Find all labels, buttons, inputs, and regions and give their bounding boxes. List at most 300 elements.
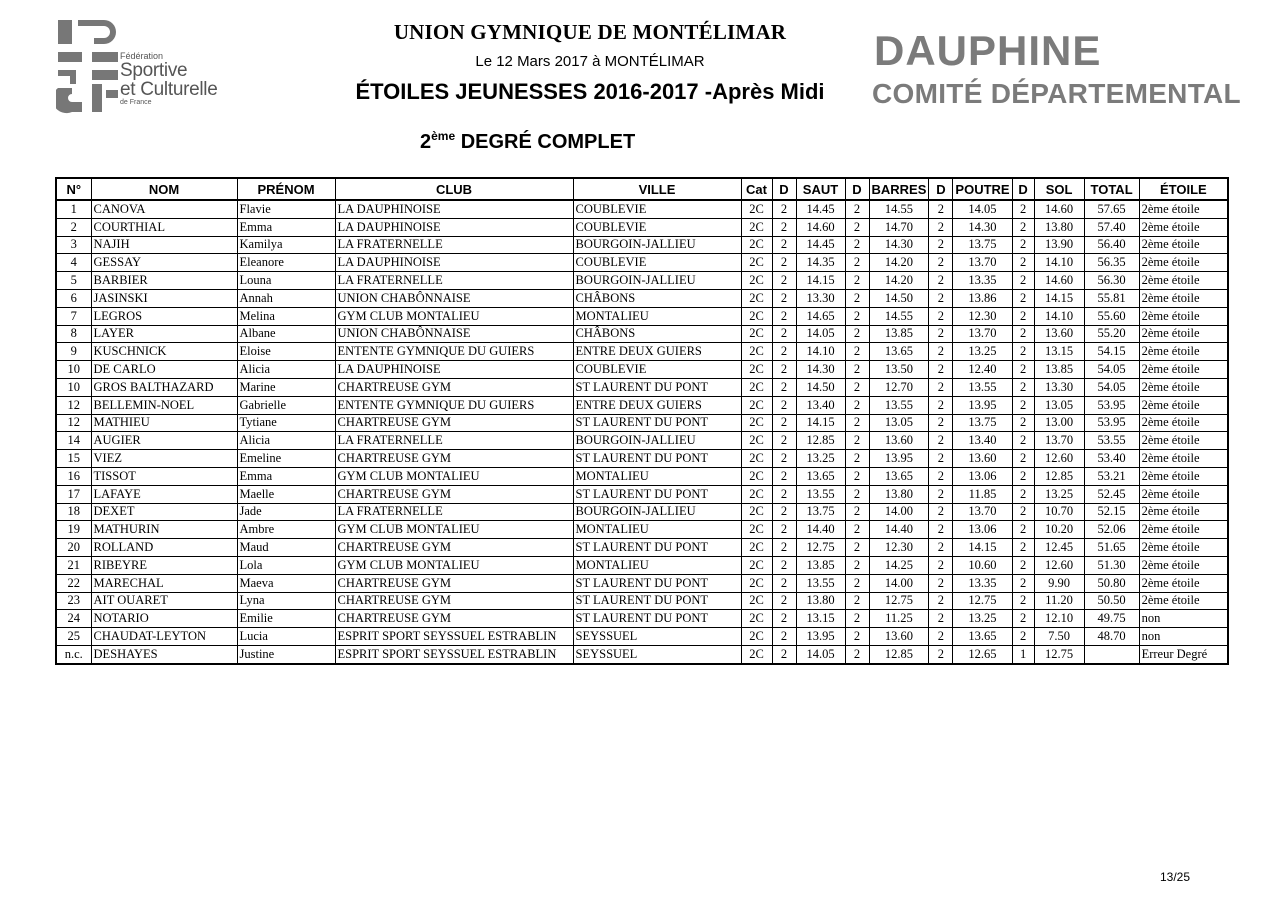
cell-saut: 14.15 bbox=[796, 414, 845, 432]
cell-poutre: 13.70 bbox=[953, 254, 1012, 272]
cell-cat: 2C bbox=[741, 592, 772, 610]
cell-cat: 2C bbox=[741, 325, 772, 343]
cell-nom: TISSOT bbox=[91, 467, 237, 485]
cell-club: CHARTREUSE GYM bbox=[335, 450, 573, 468]
header-col-d-poutre: D bbox=[929, 178, 953, 200]
cell-prenom: Lola bbox=[237, 556, 335, 574]
cell-prenom: Emma bbox=[237, 467, 335, 485]
cell-etoile: 2ème étoile bbox=[1139, 414, 1228, 432]
cell-d-sol: 2 bbox=[1012, 200, 1034, 218]
cell-d-poutre: 2 bbox=[929, 610, 953, 628]
cell-prenom: Albane bbox=[237, 325, 335, 343]
cell-barres: 12.75 bbox=[869, 592, 929, 610]
cell-barres: 12.30 bbox=[869, 539, 929, 557]
cell-poutre: 13.25 bbox=[953, 343, 1012, 361]
cell-rank: 21 bbox=[56, 556, 91, 574]
cell-cat: 2C bbox=[741, 556, 772, 574]
cell-etoile: 2ème étoile bbox=[1139, 556, 1228, 574]
cell-saut: 14.10 bbox=[796, 343, 845, 361]
cell-rank: 18 bbox=[56, 503, 91, 521]
cell-nom: DEXET bbox=[91, 503, 237, 521]
cell-total: 49.75 bbox=[1084, 610, 1139, 628]
cell-nom: ROLLAND bbox=[91, 539, 237, 557]
cell-sol: 13.30 bbox=[1034, 378, 1084, 396]
cell-nom: MATHIEU bbox=[91, 414, 237, 432]
cell-d-sol: 2 bbox=[1012, 432, 1034, 450]
header-col-cat: Cat bbox=[741, 178, 772, 200]
cell-cat: 2C bbox=[741, 503, 772, 521]
cell-club: CHARTREUSE GYM bbox=[335, 592, 573, 610]
cell-d-barres: 2 bbox=[845, 467, 869, 485]
cell-ville: BOURGOIN-JALLIEU bbox=[573, 236, 741, 254]
cell-total: 53.40 bbox=[1084, 450, 1139, 468]
cell-club: CHARTREUSE GYM bbox=[335, 539, 573, 557]
cell-club: LA DAUPHINOISE bbox=[335, 254, 573, 272]
cell-d-poutre: 2 bbox=[929, 289, 953, 307]
cell-total: 48.70 bbox=[1084, 628, 1139, 646]
header-col-saut: SAUT bbox=[796, 178, 845, 200]
cell-prenom: Lucia bbox=[237, 628, 335, 646]
cell-d-poutre: 2 bbox=[929, 628, 953, 646]
cell-poutre: 14.05 bbox=[953, 200, 1012, 218]
table-row bbox=[56, 645, 1228, 663]
cell-d-saut: 2 bbox=[772, 414, 796, 432]
cell-club: ESPRIT SPORT SEYSSUEL ESTRABLIN bbox=[335, 645, 573, 663]
cell-cat: 2C bbox=[741, 378, 772, 396]
table-row bbox=[56, 503, 1228, 521]
cell-total: 55.60 bbox=[1084, 307, 1139, 325]
cell-nom: CANOVA bbox=[91, 200, 237, 218]
cell-ville: MONTALIEU bbox=[573, 521, 741, 539]
cell-d-poutre: 2 bbox=[929, 592, 953, 610]
cell-prenom: Annah bbox=[237, 289, 335, 307]
cell-cat: 2C bbox=[741, 645, 772, 663]
cell-d-barres: 2 bbox=[845, 628, 869, 646]
cell-d-sol: 2 bbox=[1012, 378, 1034, 396]
cell-sol: 12.60 bbox=[1034, 450, 1084, 468]
cell-total: 54.05 bbox=[1084, 378, 1139, 396]
cell-cat: 2C bbox=[741, 272, 772, 290]
cell-etoile: 2ème étoile bbox=[1139, 325, 1228, 343]
cell-sol: 12.60 bbox=[1034, 556, 1084, 574]
cell-d-barres: 2 bbox=[845, 414, 869, 432]
cell-d-barres: 2 bbox=[845, 343, 869, 361]
table-row bbox=[56, 467, 1228, 485]
cell-d-saut: 2 bbox=[772, 200, 796, 218]
cell-d-sol: 2 bbox=[1012, 361, 1034, 379]
cell-d-saut: 2 bbox=[772, 556, 796, 574]
table-row bbox=[56, 539, 1228, 557]
cell-cat: 2C bbox=[741, 218, 772, 236]
cell-poutre: 13.70 bbox=[953, 503, 1012, 521]
cell-poutre: 12.75 bbox=[953, 592, 1012, 610]
cell-sol: 10.20 bbox=[1034, 521, 1084, 539]
cell-cat: 2C bbox=[741, 236, 772, 254]
cell-barres: 14.25 bbox=[869, 556, 929, 574]
cell-d-poutre: 2 bbox=[929, 236, 953, 254]
cell-saut: 14.45 bbox=[796, 236, 845, 254]
table-row bbox=[56, 236, 1228, 254]
cell-ville: COUBLEVIE bbox=[573, 361, 741, 379]
table-row bbox=[56, 272, 1228, 290]
cell-d-saut: 2 bbox=[772, 289, 796, 307]
cell-d-saut: 2 bbox=[772, 467, 796, 485]
cell-prenom: Flavie bbox=[237, 200, 335, 218]
header-col-d-saut: D bbox=[772, 178, 796, 200]
cell-d-sol: 2 bbox=[1012, 414, 1034, 432]
cell-saut: 14.30 bbox=[796, 361, 845, 379]
cell-barres: 12.70 bbox=[869, 378, 929, 396]
cell-sol: 14.15 bbox=[1034, 289, 1084, 307]
cell-sol: 13.15 bbox=[1034, 343, 1084, 361]
cell-total: 54.15 bbox=[1084, 343, 1139, 361]
cell-etoile: non bbox=[1139, 628, 1228, 646]
cell-d-barres: 2 bbox=[845, 539, 869, 557]
cell-total: 52.15 bbox=[1084, 503, 1139, 521]
cell-d-barres: 2 bbox=[845, 289, 869, 307]
cell-d-saut: 2 bbox=[772, 485, 796, 503]
cell-club: CHARTREUSE GYM bbox=[335, 414, 573, 432]
cell-saut: 13.75 bbox=[796, 503, 845, 521]
cell-barres: 13.55 bbox=[869, 396, 929, 414]
cell-d-sol: 2 bbox=[1012, 592, 1034, 610]
cell-d-poutre: 2 bbox=[929, 414, 953, 432]
cell-prenom: Ambre bbox=[237, 521, 335, 539]
cell-barres: 14.00 bbox=[869, 503, 929, 521]
table-row bbox=[56, 450, 1228, 468]
table-row bbox=[56, 307, 1228, 325]
cell-cat: 2C bbox=[741, 396, 772, 414]
table-row bbox=[56, 592, 1228, 610]
cell-d-barres: 2 bbox=[845, 200, 869, 218]
table-row bbox=[56, 521, 1228, 539]
cell-nom: VIEZ bbox=[91, 450, 237, 468]
cell-etoile: 2ème étoile bbox=[1139, 396, 1228, 414]
cell-poutre: 14.15 bbox=[953, 539, 1012, 557]
cell-poutre: 13.06 bbox=[953, 521, 1012, 539]
cell-cat: 2C bbox=[741, 343, 772, 361]
cell-sol: 14.60 bbox=[1034, 272, 1084, 290]
fscf-emblem-icon bbox=[56, 18, 120, 114]
cell-d-poutre: 2 bbox=[929, 539, 953, 557]
cell-club: LA FRATERNELLE bbox=[335, 432, 573, 450]
logo-line-federation: Fédération bbox=[120, 51, 164, 61]
cell-saut: 14.35 bbox=[796, 254, 845, 272]
cell-rank: 2 bbox=[56, 218, 91, 236]
cell-club: GYM CLUB MONTALIEU bbox=[335, 307, 573, 325]
cell-saut: 14.60 bbox=[796, 218, 845, 236]
cell-ville: ENTRE DEUX GUIERS bbox=[573, 396, 741, 414]
header-col-barres: BARRES bbox=[869, 178, 929, 200]
cell-sol: 13.00 bbox=[1034, 414, 1084, 432]
cell-rank: 5 bbox=[56, 272, 91, 290]
cell-sol: 14.60 bbox=[1034, 200, 1084, 218]
cell-d-sol: 2 bbox=[1012, 218, 1034, 236]
cell-prenom: Maud bbox=[237, 539, 335, 557]
cell-saut: 14.65 bbox=[796, 307, 845, 325]
cell-d-barres: 2 bbox=[845, 574, 869, 592]
cell-barres: 14.70 bbox=[869, 218, 929, 236]
header-col-club: CLUB bbox=[335, 178, 573, 200]
cell-rank: 6 bbox=[56, 289, 91, 307]
cell-ville: ST LAURENT DU PONT bbox=[573, 378, 741, 396]
cell-barres: 14.55 bbox=[869, 307, 929, 325]
cell-total: 51.65 bbox=[1084, 539, 1139, 557]
cell-nom: AIT OUARET bbox=[91, 592, 237, 610]
cell-total: 53.55 bbox=[1084, 432, 1139, 450]
cell-saut: 13.25 bbox=[796, 450, 845, 468]
cell-ville: MONTALIEU bbox=[573, 556, 741, 574]
cell-ville: ST LAURENT DU PONT bbox=[573, 610, 741, 628]
table-row bbox=[56, 378, 1228, 396]
header-col-poutre: POUTRE bbox=[953, 178, 1012, 200]
cell-prenom: Kamilya bbox=[237, 236, 335, 254]
cell-sol: 13.90 bbox=[1034, 236, 1084, 254]
cell-rank: 20 bbox=[56, 539, 91, 557]
cell-rank: 12 bbox=[56, 414, 91, 432]
cell-d-barres: 2 bbox=[845, 592, 869, 610]
cell-poutre: 10.60 bbox=[953, 556, 1012, 574]
cell-total: 52.45 bbox=[1084, 485, 1139, 503]
cell-d-saut: 2 bbox=[772, 592, 796, 610]
dauphine-logo bbox=[872, 27, 1242, 109]
cell-cat: 2C bbox=[741, 485, 772, 503]
cell-nom: COURTHIAL bbox=[91, 218, 237, 236]
cell-barres: 14.30 bbox=[869, 236, 929, 254]
cell-d-barres: 2 bbox=[845, 254, 869, 272]
cell-saut: 14.40 bbox=[796, 521, 845, 539]
cell-sol: 13.05 bbox=[1034, 396, 1084, 414]
cell-ville: BOURGOIN-JALLIEU bbox=[573, 503, 741, 521]
cell-prenom: Eleanore bbox=[237, 254, 335, 272]
cell-poutre: 13.35 bbox=[953, 272, 1012, 290]
cell-etoile: 2ème étoile bbox=[1139, 378, 1228, 396]
cell-rank: 8 bbox=[56, 325, 91, 343]
cell-club: GYM CLUB MONTALIEU bbox=[335, 467, 573, 485]
cell-d-poutre: 2 bbox=[929, 272, 953, 290]
cell-poutre: 14.30 bbox=[953, 218, 1012, 236]
cell-etoile: 2ème étoile bbox=[1139, 450, 1228, 468]
cell-saut: 13.80 bbox=[796, 592, 845, 610]
cell-barres: 13.60 bbox=[869, 628, 929, 646]
cell-d-barres: 2 bbox=[845, 272, 869, 290]
cell-etoile: 2ème étoile bbox=[1139, 539, 1228, 557]
table-row bbox=[56, 361, 1228, 379]
cell-ville: BOURGOIN-JALLIEU bbox=[573, 432, 741, 450]
cell-prenom: Louna bbox=[237, 272, 335, 290]
cell-etoile: 2ème étoile bbox=[1139, 521, 1228, 539]
cell-d-barres: 2 bbox=[845, 610, 869, 628]
cell-ville: COUBLEVIE bbox=[573, 218, 741, 236]
cell-total: 56.30 bbox=[1084, 272, 1139, 290]
cell-rank: 14 bbox=[56, 432, 91, 450]
cell-ville: ST LAURENT DU PONT bbox=[573, 592, 741, 610]
cell-club: ENTENTE GYMNIQUE DU GUIERS bbox=[335, 396, 573, 414]
cell-club: CHARTREUSE GYM bbox=[335, 485, 573, 503]
cell-saut: 13.30 bbox=[796, 289, 845, 307]
cell-ville: ST LAURENT DU PONT bbox=[573, 485, 741, 503]
cell-d-saut: 2 bbox=[772, 378, 796, 396]
cell-club: CHARTREUSE GYM bbox=[335, 574, 573, 592]
cell-prenom: Lyna bbox=[237, 592, 335, 610]
cell-etoile: 2ème étoile bbox=[1139, 361, 1228, 379]
cell-poutre: 13.06 bbox=[953, 467, 1012, 485]
cell-sol: 13.70 bbox=[1034, 432, 1084, 450]
cell-d-saut: 2 bbox=[772, 628, 796, 646]
cell-d-poutre: 2 bbox=[929, 378, 953, 396]
cell-saut: 14.05 bbox=[796, 645, 845, 663]
cell-etoile: 2ème étoile bbox=[1139, 254, 1228, 272]
cell-d-poutre: 2 bbox=[929, 200, 953, 218]
cell-cat: 2C bbox=[741, 432, 772, 450]
cell-d-barres: 2 bbox=[845, 503, 869, 521]
cell-cat: 2C bbox=[741, 361, 772, 379]
cell-d-saut: 2 bbox=[772, 254, 796, 272]
cell-rank: 3 bbox=[56, 236, 91, 254]
cell-etoile: 2ème étoile bbox=[1139, 289, 1228, 307]
cell-rank: 17 bbox=[56, 485, 91, 503]
cell-poutre: 13.95 bbox=[953, 396, 1012, 414]
cell-poutre: 13.55 bbox=[953, 378, 1012, 396]
cell-club: UNION CHABÔNNAISE bbox=[335, 289, 573, 307]
cell-saut: 14.15 bbox=[796, 272, 845, 290]
table-row bbox=[56, 218, 1228, 236]
cell-saut: 13.95 bbox=[796, 628, 845, 646]
cell-rank: n.c. bbox=[56, 645, 91, 663]
organization-title: UNION GYMNIQUE DE MONTÉLIMAR bbox=[393, 20, 787, 44]
cell-club: LA FRATERNELLE bbox=[335, 503, 573, 521]
cell-cat: 2C bbox=[741, 200, 772, 218]
cell-ville: BOURGOIN-JALLIEU bbox=[573, 272, 741, 290]
cell-d-poutre: 2 bbox=[929, 645, 953, 663]
cell-d-poutre: 2 bbox=[929, 503, 953, 521]
cell-sol: 13.60 bbox=[1034, 325, 1084, 343]
cell-poutre: 12.30 bbox=[953, 307, 1012, 325]
cell-ville: COUBLEVIE bbox=[573, 254, 741, 272]
cell-d-saut: 2 bbox=[772, 450, 796, 468]
cell-d-saut: 2 bbox=[772, 432, 796, 450]
cell-nom: GROS BALTHAZARD bbox=[91, 378, 237, 396]
cell-d-saut: 2 bbox=[772, 236, 796, 254]
cell-prenom: Emma bbox=[237, 218, 335, 236]
cell-cat: 2C bbox=[741, 521, 772, 539]
cell-rank: 23 bbox=[56, 592, 91, 610]
cell-etoile: 2ème étoile bbox=[1139, 467, 1228, 485]
header-col-total: TOTAL bbox=[1084, 178, 1139, 200]
cell-d-poutre: 2 bbox=[929, 307, 953, 325]
cell-ville: COUBLEVIE bbox=[573, 200, 741, 218]
cell-barres: 14.55 bbox=[869, 200, 929, 218]
cell-club: CHARTREUSE GYM bbox=[335, 378, 573, 396]
cell-nom: LEGROS bbox=[91, 307, 237, 325]
cell-sol: 12.85 bbox=[1034, 467, 1084, 485]
degree-label: DEGRÉ COMPLET bbox=[455, 131, 636, 153]
cell-total: 57.65 bbox=[1084, 200, 1139, 218]
cell-cat: 2C bbox=[741, 628, 772, 646]
event-title: ÉTOILES JEUNESSES 2016-2017 -Après Midi bbox=[355, 79, 825, 104]
cell-prenom: Alicia bbox=[237, 432, 335, 450]
cell-saut: 13.15 bbox=[796, 610, 845, 628]
cell-total: 57.40 bbox=[1084, 218, 1139, 236]
cell-total: 50.50 bbox=[1084, 592, 1139, 610]
cell-d-saut: 2 bbox=[772, 272, 796, 290]
cell-d-sol: 2 bbox=[1012, 254, 1034, 272]
cell-etoile: 2ème étoile bbox=[1139, 574, 1228, 592]
cell-etoile: 2ème étoile bbox=[1139, 200, 1228, 218]
cell-barres: 13.65 bbox=[869, 467, 929, 485]
cell-sol: 12.75 bbox=[1034, 645, 1084, 663]
cell-ville: SEYSSUEL bbox=[573, 628, 741, 646]
cell-ville: SEYSSUEL bbox=[573, 645, 741, 663]
cell-club: CHARTREUSE GYM bbox=[335, 610, 573, 628]
cell-d-saut: 2 bbox=[772, 645, 796, 663]
cell-cat: 2C bbox=[741, 467, 772, 485]
cell-d-saut: 2 bbox=[772, 503, 796, 521]
cell-nom: BELLEMIN-NOEL bbox=[91, 396, 237, 414]
cell-barres: 12.85 bbox=[869, 645, 929, 663]
cell-club: ENTENTE GYMNIQUE DU GUIERS bbox=[335, 343, 573, 361]
cell-club: LA DAUPHINOISE bbox=[335, 218, 573, 236]
cell-barres: 13.50 bbox=[869, 361, 929, 379]
table-row bbox=[56, 343, 1228, 361]
table-row bbox=[56, 556, 1228, 574]
cell-cat: 2C bbox=[741, 450, 772, 468]
header-col-rank: N° bbox=[56, 178, 91, 200]
cell-ville: ST LAURENT DU PONT bbox=[573, 450, 741, 468]
cell-barres: 13.80 bbox=[869, 485, 929, 503]
cell-etoile: 2ème étoile bbox=[1139, 218, 1228, 236]
cell-d-barres: 2 bbox=[845, 521, 869, 539]
cell-poutre: 13.65 bbox=[953, 628, 1012, 646]
cell-d-saut: 2 bbox=[772, 574, 796, 592]
cell-d-sol: 2 bbox=[1012, 272, 1034, 290]
cell-d-sol: 2 bbox=[1012, 307, 1034, 325]
cell-nom: MATHURIN bbox=[91, 521, 237, 539]
cell-rank: 22 bbox=[56, 574, 91, 592]
cell-ville: ENTRE DEUX GUIERS bbox=[573, 343, 741, 361]
cell-saut: 13.55 bbox=[796, 485, 845, 503]
cell-rank: 10 bbox=[56, 361, 91, 379]
cell-saut: 13.40 bbox=[796, 396, 845, 414]
cell-d-barres: 2 bbox=[845, 396, 869, 414]
cell-d-sol: 2 bbox=[1012, 289, 1034, 307]
cell-d-saut: 2 bbox=[772, 218, 796, 236]
cell-nom: LAYER bbox=[91, 325, 237, 343]
cell-d-saut: 2 bbox=[772, 361, 796, 379]
cell-cat: 2C bbox=[741, 289, 772, 307]
cell-club: LA DAUPHINOISE bbox=[335, 200, 573, 218]
cell-sol: 12.10 bbox=[1034, 610, 1084, 628]
cell-ville: ST LAURENT DU PONT bbox=[573, 414, 741, 432]
cell-total: 55.20 bbox=[1084, 325, 1139, 343]
fscf-logo-text bbox=[120, 52, 217, 106]
cell-d-poutre: 2 bbox=[929, 521, 953, 539]
cell-poutre: 13.40 bbox=[953, 432, 1012, 450]
cell-d-poutre: 2 bbox=[929, 254, 953, 272]
cell-prenom: Eloise bbox=[237, 343, 335, 361]
degree-title bbox=[420, 131, 635, 154]
cell-total: 53.95 bbox=[1084, 396, 1139, 414]
cell-barres: 13.95 bbox=[869, 450, 929, 468]
cell-prenom: Gabrielle bbox=[237, 396, 335, 414]
cell-sol: 13.80 bbox=[1034, 218, 1084, 236]
header-col-ville: VILLE bbox=[573, 178, 741, 200]
cell-rank: 1 bbox=[56, 200, 91, 218]
cell-saut: 13.85 bbox=[796, 556, 845, 574]
cell-total: 50.80 bbox=[1084, 574, 1139, 592]
cell-d-barres: 2 bbox=[845, 218, 869, 236]
cell-cat: 2C bbox=[741, 307, 772, 325]
